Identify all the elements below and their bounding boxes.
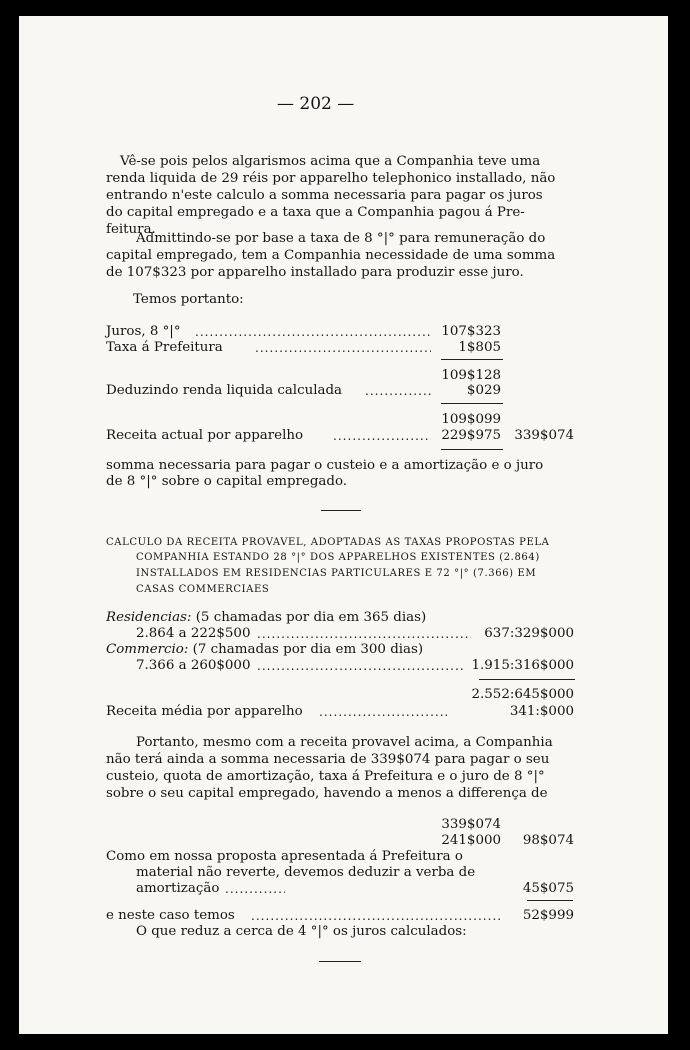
como-line-1: Como em nossa proposta apresentada á Prefeitura o	[106, 849, 463, 864]
commercio-desc: (7 chamadas por dia em 300 dias)	[192, 642, 424, 657]
page-number: — 202 —	[277, 94, 355, 114]
table1-total: 109$099	[441, 412, 501, 427]
table3-value-1: 339$074	[441, 817, 501, 832]
residencias-calc: 2.864 a 222$500	[136, 626, 251, 641]
residencias-value: 637:329$000	[484, 626, 574, 641]
para2-line-1: Admittindo-se por base a taxa de 8 °|° para remuneração do	[136, 231, 546, 246]
table1-subtotal: 109$128	[441, 368, 501, 383]
neste-label: e neste caso temos	[106, 908, 235, 923]
amort-value: 45$075	[522, 881, 574, 896]
para1-line-2: renda liquida de 29 réis por apparelho telephonico installado, não	[106, 171, 556, 186]
para1-line-4: do capital empregado e a taxa que a Companhia pagou á Pre-	[106, 205, 525, 220]
section-divider	[321, 510, 361, 511]
deduzindo-value: $029	[466, 383, 501, 398]
juros-value: 107$323	[441, 324, 501, 339]
neste-value: 52$999	[522, 908, 574, 923]
residencias-label: Residencias:	[106, 610, 192, 625]
para3-line-2: de 8 °|° sobre o capital empregado.	[106, 474, 348, 489]
residencias-leader	[257, 626, 471, 642]
heading-line-3: INSTALLADOS EM RESIDENCIAS PARTICULARES E 72 °|° (7.366) EM	[136, 568, 537, 579]
commercio-label: Commercio:	[106, 642, 189, 657]
receita-sum-value: 339$074	[514, 428, 574, 443]
para3-line-1: somma necessaria para pagar o custeio e a amortização e o juro	[106, 458, 544, 473]
table3-diff: 98$074	[522, 833, 574, 848]
table1-rule-3	[441, 449, 503, 450]
para4-line-2: não terá ainda a somma necessaria de 339$074 para pagar o seu	[106, 752, 550, 767]
amort-leader	[225, 881, 285, 897]
table3-value-2: 241$000	[441, 833, 501, 848]
para4-line-3: custeio, quota de amortização, taxa á Prefeitura e o juro de 8 °|°	[106, 769, 545, 784]
document-page	[19, 16, 668, 1034]
para1-line-5: feitura.	[106, 222, 156, 237]
juros-label: Juros, 8 °|°	[106, 324, 181, 339]
taxa-value: 1$805	[458, 340, 501, 355]
como-line-2: material não reverte, devemos deduzir a verba de	[136, 865, 476, 880]
table2-rule	[479, 679, 575, 680]
temos-portanto: Temos portanto:	[133, 292, 244, 307]
taxa-leader	[255, 340, 431, 356]
commercio-row	[106, 642, 423, 658]
table1-rule-2	[441, 403, 503, 404]
como-line-3: amortização	[136, 881, 220, 896]
table2-total: 2.552:645$000	[471, 687, 574, 702]
table1-rule-1	[441, 359, 503, 360]
receita-leader	[333, 428, 431, 444]
end-divider	[319, 961, 361, 962]
media-value: 341:$000	[509, 704, 574, 719]
neste-leader	[251, 908, 503, 924]
deduzindo-label: Deduzindo renda liquida calculada	[106, 383, 343, 398]
para4-line-4: sobre o seu capital empregado, havendo a menos a differença de	[106, 786, 548, 801]
residencias-row	[106, 610, 426, 626]
table3-rule	[527, 900, 573, 901]
media-leader	[319, 704, 447, 720]
para1-line-3: entrando n'este calculo a somma necessaria para pagar os juros	[106, 188, 543, 203]
receita-value: 229$975	[441, 428, 501, 443]
final-line: O que reduz a cerca de 4 °|° os juros calculados:	[136, 924, 467, 939]
juros-leader	[195, 324, 431, 340]
commercio-leader	[257, 658, 465, 674]
receita-label: Receita actual por apparelho	[106, 428, 304, 443]
heading-line-1: CALCULO DA RECEITA PROVAVEL, ADOPTADAS AS TAXAS PROPOSTAS PELA	[106, 537, 550, 548]
commercio-calc: 7.366 a 260$000	[136, 658, 251, 673]
heading-line-4: CASAS COMMERCIAES	[136, 584, 270, 595]
residencias-desc: (5 chamadas por dia em 365 dias)	[195, 610, 427, 625]
deduzindo-leader	[365, 383, 431, 399]
media-label: Receita média por apparelho	[106, 704, 303, 719]
para2-line-2: capital empregado, tem a Companhia necessidade de uma somma	[106, 248, 556, 263]
para2-line-3: de 107$323 por apparelho installado para produzir esse juro.	[106, 265, 524, 280]
para1-line-1: Vê-se pois pelos algarismos acima que a Companhia teve uma	[120, 154, 541, 169]
heading-line-2: COMPANHIA ESTANDO 28 °|° DOS APPARELHOS EXISTENTES (2.864)	[136, 552, 540, 563]
commercio-value: 1.915:316$000	[471, 658, 574, 673]
para4-line-1: Portanto, mesmo com a receita provavel acima, a Companhia	[136, 735, 553, 750]
taxa-label: Taxa á Prefeitura	[106, 340, 223, 355]
